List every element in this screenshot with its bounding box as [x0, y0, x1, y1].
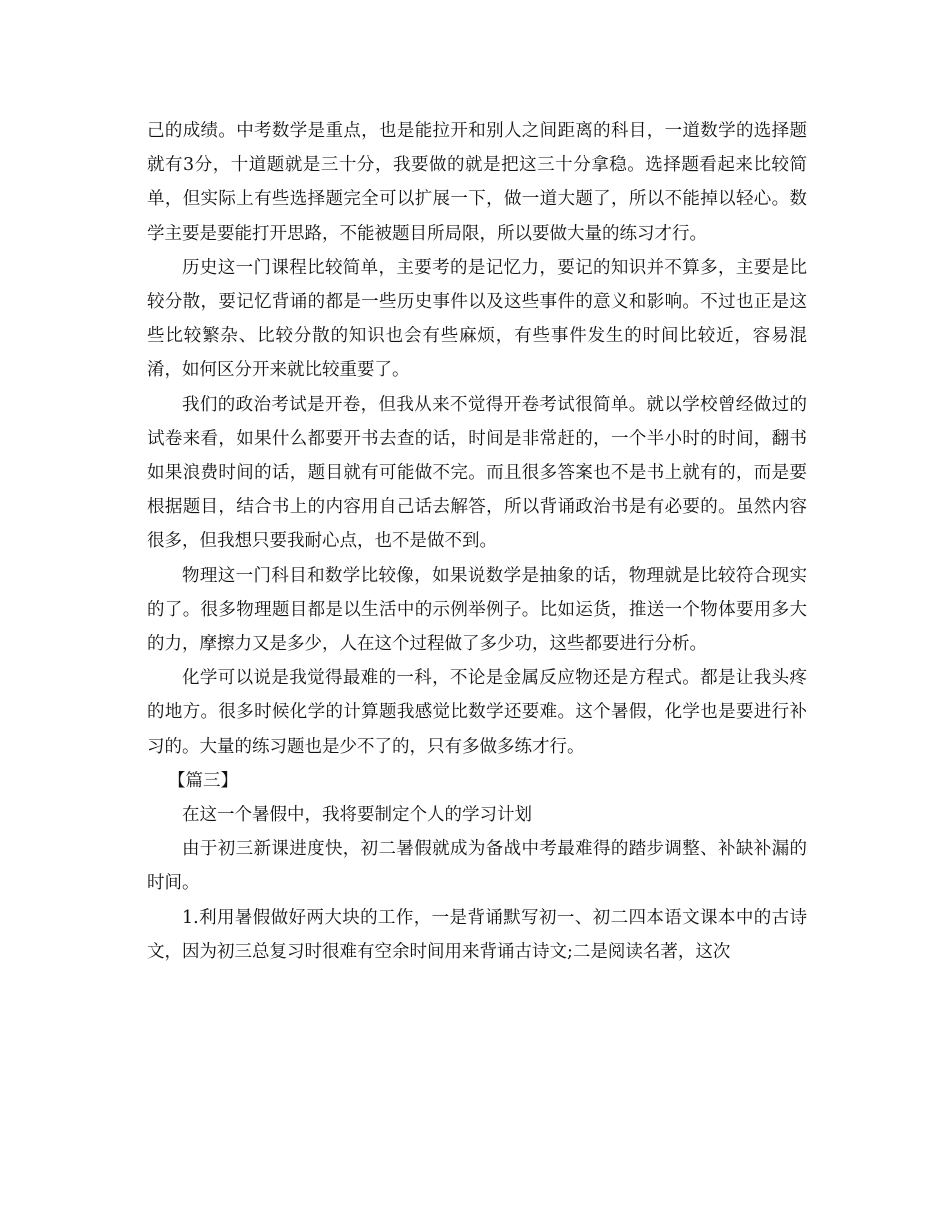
- paragraph-reason: 由于初三新课进度快，初二暑假就成为备战中考最难得的踏步调整、补缺补漏的时间。: [147, 839, 807, 894]
- document-body: [147, 114, 807, 969]
- paragraph-math-continued: 己的成绩。中考数学是重点，也是能拉开和别人之间距离的科目，一道数学的选择题就有3分，十道题就是三十分，我要做的就是把这三十分拿稳。选择题看起来比较简单，但实际上有些选择题完全可以扩展一下，做一道大题了，所以不能掉以轻心。数学主要是要能打开思路，不能被题目所局限，所以要做大量的练习才行。: [147, 121, 807, 244]
- paragraph-physics: 物理这一门科目和数学比较像，如果说数学是抽象的话，物理就是比较符合现实的了。很多物理题目都是以生活中的示例举例子。比如运货，推送一个物体要用多大的力，摩擦力又是多少，人在这个过程做了多少功，这些都要进行分析。: [147, 565, 807, 655]
- paragraph-politics: 我们的政治考试是开卷，但我从来不觉得开卷考试很简单。就以学校曾经做过的试卷来看，如果什么都要开书去查的话，时间是非常赶的，一个半小时的时间，翻书如果浪费时间的话，题目就有可能做不完。而且很多答案也不是书上就有的，而是要根据题目，结合书上的内容用自己话去解答，所以背诵政治书是有必要的。虽然内容很多，但我想只要我耐心点，也不是做不到。: [147, 394, 807, 552]
- paragraph-chemistry: 化学可以说是我觉得最难的一科，不论是金属反应物还是方程式。都是让我头疼的地方。很多时候化学的计算题我感觉比数学还要难。这个暑假，化学也是要进行补习的。大量的练习题也是少不了的，只有多做多练才行。: [147, 668, 807, 757]
- paragraph-history: 历史这一门课程比较简单，主要考的是记忆力，要记的知识并不算多，主要是比较分散，要记忆背诵的都是一些历史事件以及这些事件的意义和影响。不过也正是这些比较繁杂、比较分散的知识也会有些麻烦，有些事件发生的时间比较近，容易混淆，如何区分开来就比较重要了。: [147, 257, 807, 381]
- paragraph-plan-intro: 在这一个暑假中，我将要制定个人的学习计划: [182, 805, 532, 826]
- paragraph-item-1: 1.利用暑假做好两大块的工作，一是背诵默写初一、初二四本语文课本中的古诗文，因为初三总复习时很难有空余时间用来背诵古诗文;二是阅读名著，这次: [147, 907, 807, 962]
- section-heading: 【篇三】: [168, 770, 238, 791]
